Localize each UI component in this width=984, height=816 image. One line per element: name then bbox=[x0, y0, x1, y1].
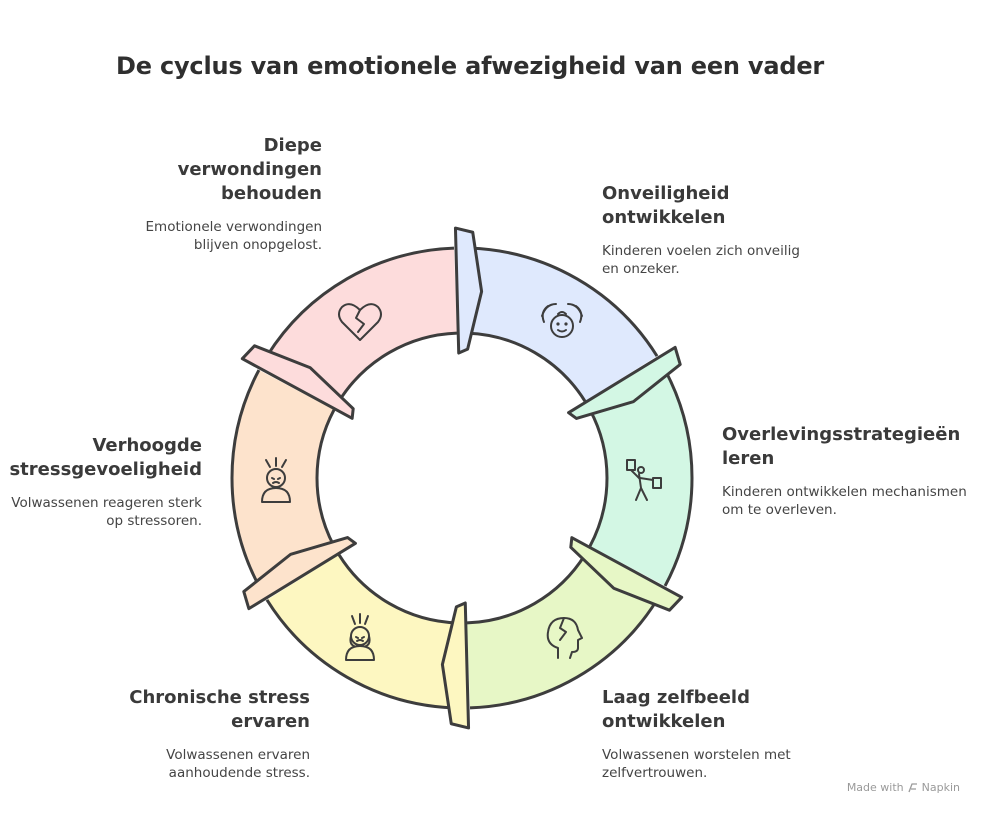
step-heading: Verhoogde stressgevoeligheid bbox=[9, 435, 202, 480]
step-zelfbeeld bbox=[602, 686, 792, 782]
step-overleving bbox=[722, 423, 972, 519]
step-stress bbox=[110, 686, 310, 782]
step-heading: Diepe verwondingen behouden bbox=[177, 135, 322, 204]
step-heading: Laag zelfbeeld ontwikkelen bbox=[602, 687, 750, 732]
credit-brand: Napkin bbox=[921, 781, 960, 794]
page-title: De cyclus van emotionele afwezigheid van een vader bbox=[116, 52, 825, 80]
step-description: Volwassenen worstelen met zelfvertrouwen. bbox=[602, 747, 791, 781]
step-heading: Onveiligheid ontwikkelen bbox=[602, 183, 730, 228]
credit-prefix: Made with bbox=[846, 781, 904, 794]
step-description: Kinderen voelen zich onveilig en onzeker. bbox=[602, 243, 800, 277]
step-description: Kinderen ontwikkelen mechanismen om te overleven. bbox=[722, 484, 967, 518]
step-verwondingen bbox=[142, 134, 322, 254]
step-gevoeligheid bbox=[2, 434, 202, 530]
step-description: Emotionele verwondingen blijven onopgelost. bbox=[145, 219, 322, 253]
step-heading: Chronische stress ervaren bbox=[129, 687, 310, 732]
step-onveiligheid bbox=[602, 182, 802, 278]
step-description: Volwassenen ervaren aanhoudende stress. bbox=[166, 747, 310, 781]
step-heading: Overlevingsstrategieën leren bbox=[722, 424, 961, 469]
napkin-logo-icon bbox=[908, 783, 918, 793]
napkin-credit bbox=[847, 781, 960, 794]
step-description: Volwassenen reageren sterk op stressoren. bbox=[11, 495, 202, 529]
